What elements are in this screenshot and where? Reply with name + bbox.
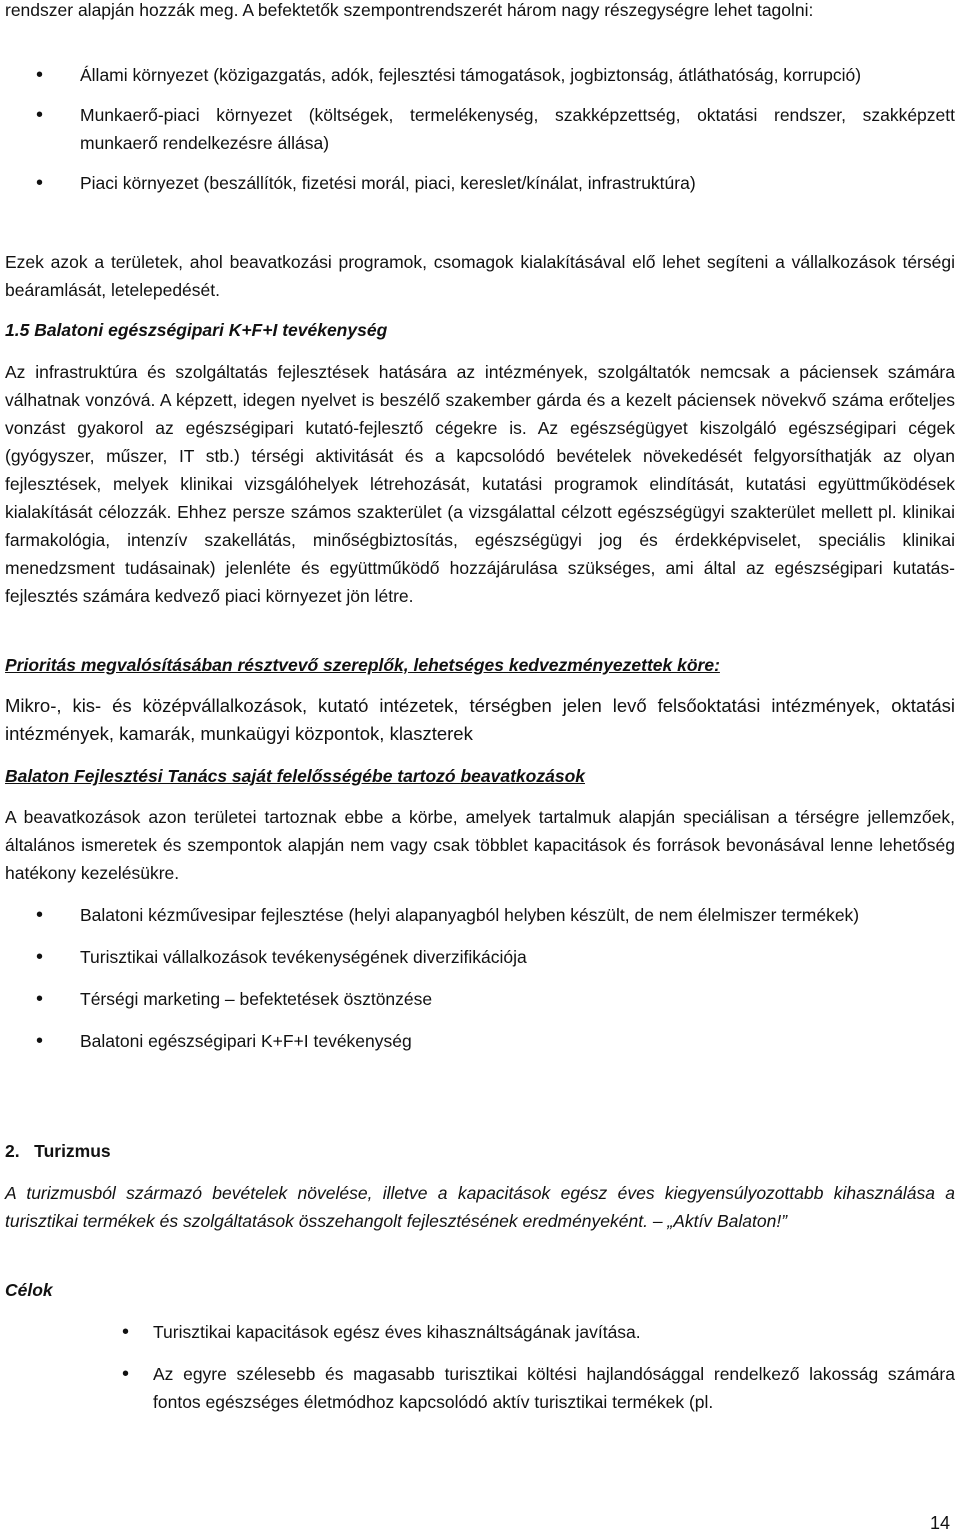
section-1-5-body: Az infrastruktúra és szolgáltatás fejlesztések hatására az intézmények, szolgáltatók nemcsak a páciensek számára válhatnak vonzóvá. A képzett, idegen nyelvet is beszélő szakember gárda és a kezelt páciensek növekvő száma erőteljes vonzást gyakorol az egészségipari kutató-fejlesztő cégekre is. Az egészségügyet kiszolgáló egészségipari cégek (gyógyszer, műszer, IT stb.) térségi aktivitását és a kapcsolódó bevételek növekedését felgyorsíthatják az olyan fejlesztések, melyek klinikai vizsgálóhelyek létrehozását, kutatási programok elindítását, kutatási együttműködések kialakítását célozzák. Ehhez persze számos szakterület (a vizsgálattal célzott egészségügyi szakterület mellett pl. klinikai farmakológia, intenzív szakellátás, minőségbiztosítás, egészségügyi jog és érdekképviselet, speciális klinikai menedzsment tudásainak) jelenléte és együttműködő hozzájárulása szükséges, ami által az egészségipari kutatás-fejlesztés számára kedvező piaci környezet jön létre.: [5, 362, 955, 606]
council-heading: Balaton Fejlesztési Tanács saját felelősségébe tartozó beavatkozások: [5, 766, 585, 786]
list-item: • Az egyre szélesebb és magasabb turisztikai költési hajlandósággal rendelkező lakosság számára fontos egészséges életmódhoz kapcsolódó aktív turisztikai termékek (pl.: [5, 1360, 955, 1416]
list-item: • Munkaerő-piaci környezet (költségek, termelékenység, szakképzettség, oktatási rendszer, szakképzett munkaerő rendelkezésre állása): [5, 101, 955, 157]
council-body: A beavatkozások azon területei tartoznak ebbe a körbe, amelyek tartalmuk alapján speciálisan a térségre jellemzőek, általános ismeretek és szempontok alapján nem vagy csak többlet kapacitások és források bevonásával lenne lehetőség hatékony kezelésükre.: [5, 807, 955, 883]
areas-paragraph: Ezek azok a területek, ahol beavatkozási programok, csomagok kialakításával elő lehet segíteni a vállalkozások térségi beáramlását, letelepedését.: [5, 252, 955, 300]
list-item: • Balatoni egészségipari K+F+I tevékenység: [5, 1027, 955, 1055]
environment-list: [5, 61, 955, 197]
section-1-5-title: 1.5 Balatoni egészségipari K+F+I tevékenység: [5, 320, 388, 340]
goals-list: [5, 1318, 955, 1416]
list-item: • Balatoni kézművesipar fejlesztése (helyi alapanyagból helyben készült, de nem élelmiszer termékek): [5, 901, 955, 929]
council-list: [5, 901, 955, 1055]
list-item: • Turisztikai kapacitások egész éves kihasználtságának javítása.: [5, 1318, 955, 1346]
section-2-intro: A turizmusból származó bevételek növelése, illetve a kapacitások egész éves kiegyensúlyozottabb kihasználása a turisztikai termékek és szolgáltatások összehangolt fejlesztésének eredményeként. – „Aktív Balaton!”: [5, 1183, 955, 1231]
section-2-title: 2. Turizmus: [5, 1141, 111, 1161]
intro-paragraph: rendszer alapján hozzák meg. A befektetők szempontrendszerét három nagy részegységre lehet tagolni:: [5, 0, 814, 20]
list-item: • Térségi marketing – befektetések ösztönzése: [5, 985, 955, 1013]
actors-heading: Prioritás megvalósításában résztvevő szereplők, lehetséges kedvezményezettek köre:: [5, 655, 720, 675]
list-item: • Piaci környezet (beszállítók, fizetési morál, piaci, kereslet/kínálat, infrastruktúra): [5, 169, 955, 197]
actors-body: Mikro-, kis- és középvállalkozások, kutató intézetek, térségben jelen levő felsőoktatási intézmények, oktatási intézmények, kamarák, munkaügyi központok, klaszterek: [5, 695, 955, 744]
list-item: • Turisztikai vállalkozások tevékenységének diverzifikációja: [5, 943, 955, 971]
list-item: • Állami környezet (közigazgatás, adók, fejlesztési támogatások, jogbiztonság, átláthatóság, korrupció): [5, 61, 955, 89]
page-number: 14: [929, 1513, 950, 1533]
goals-heading: Célok: [5, 1280, 53, 1300]
